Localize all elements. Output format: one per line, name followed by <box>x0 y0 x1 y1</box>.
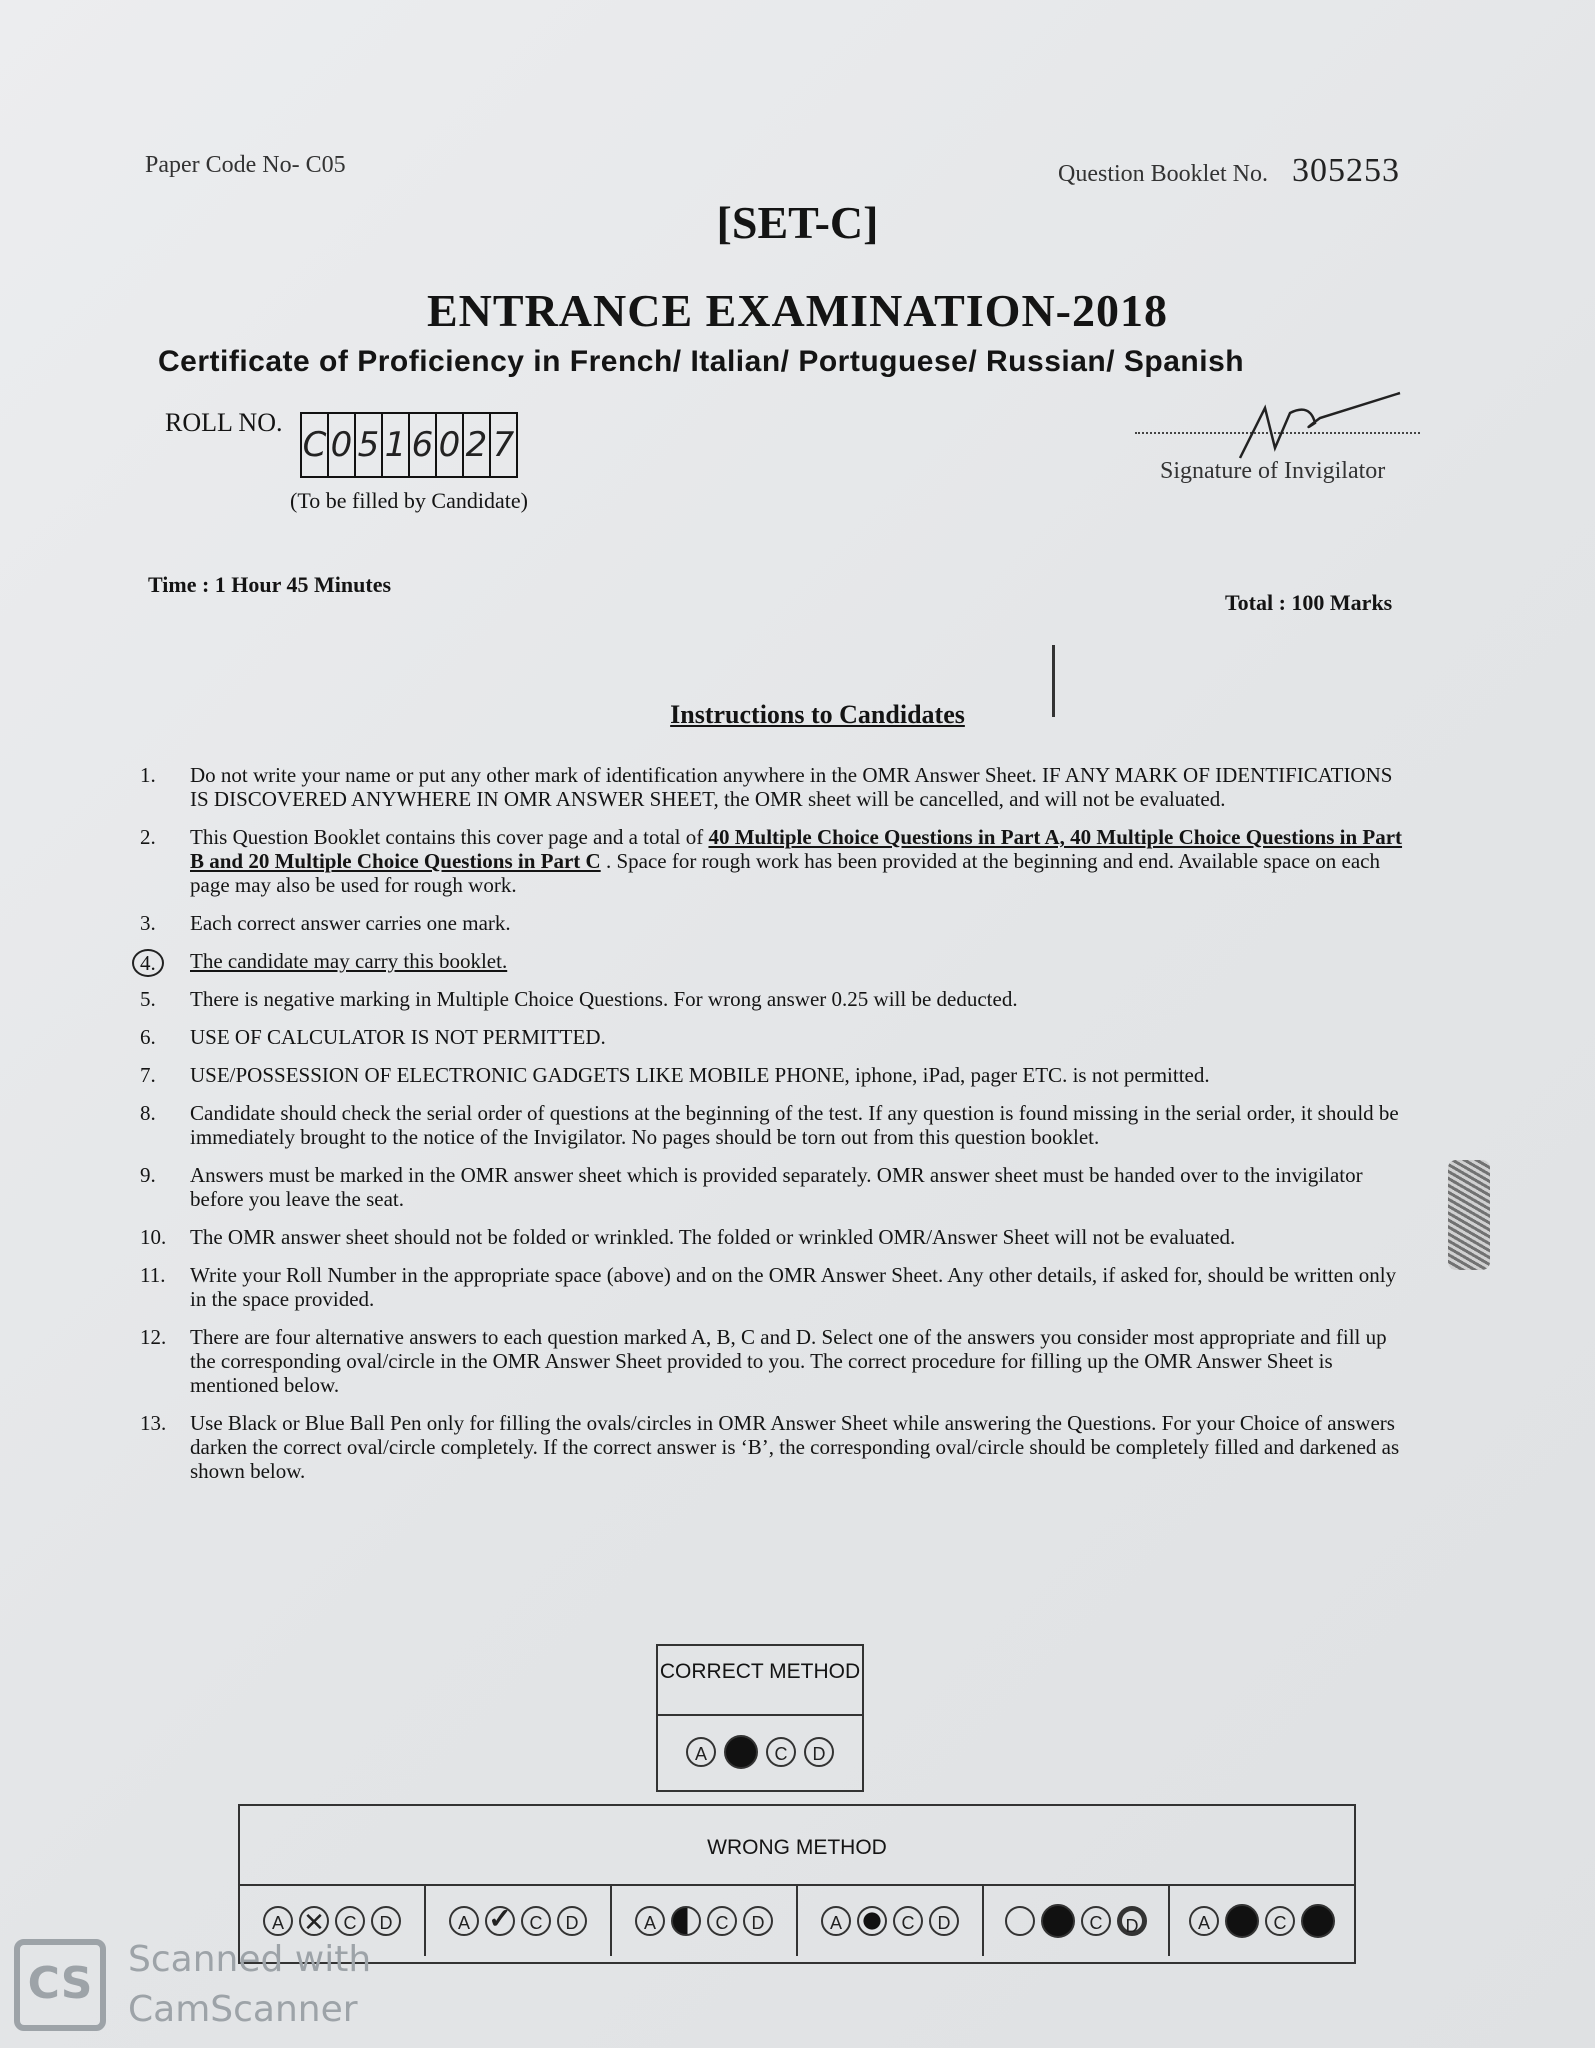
bubble-c: C <box>1265 1906 1295 1936</box>
set-label: [SET-C] <box>716 197 879 248</box>
booklet-number: 305253 <box>1292 152 1400 189</box>
circled-number: 4. <box>132 949 164 977</box>
watermark-line-2: CamScanner <box>128 1989 358 2030</box>
certificate-title: Certificate of Proficiency in French/ Italian/ Portuguese/ Russian/ Spanish <box>158 345 1245 378</box>
instruction-item: 2. This Question Booklet contains this cover page and a total of 40 Multiple Choice Questions in Part A, 40 Multiple Choice Questions in Part B and 20 Multiple Choice Questions in Part C . Space for rough work has been provided at the beginning and end. Available space on each page may also be used for rough work. <box>140 825 1403 897</box>
signature-label: Signature of Invigilator <box>1160 458 1386 484</box>
instruction-item: 13. Use Black or Blue Ball Pen only for filling the ovals/circles in OMR Answer Sheet while answering the Questions. For your Choice of answers darken the correct oval/circle completely. If the correct answer is ‘B’, the corresponding oval/circle should be completely filled and darkened as shown below. <box>140 1411 1400 1483</box>
bubble-a: A <box>821 1906 851 1936</box>
bubble-d-filled <box>1301 1904 1335 1938</box>
bubble-d: D <box>371 1906 401 1936</box>
wrong-example-dot <box>798 1886 984 1956</box>
roll-digit: 7 <box>492 425 515 465</box>
watermark-text <box>128 1935 371 2035</box>
wrong-example-half <box>612 1886 798 1956</box>
bubble-b-crossed <box>299 1906 329 1936</box>
bubble-b-filled <box>724 1735 758 1769</box>
instruction-item: 1. Do not write your name or put any other mark of identification anywhere in the OMR Answer Sheet. IF ANY MARK OF IDENTIFICATIONS IS DISCOVERED ANYWHERE IN OMR ANSWER SHEET, the OMR sheet will be cancelled, and will not be evaluated. <box>140 763 1393 811</box>
bubble-a: A <box>263 1906 293 1936</box>
instruction-item: 9. Answers must be marked in the OMR answer sheet which is provided separately. OMR answer sheet must be handed over to the invigilator before you leave the seat. <box>140 1163 1363 1211</box>
instructions-title: Instructions to Candidates <box>670 700 965 729</box>
wrong-example-tick <box>426 1886 612 1956</box>
roll-number-label: ROLL NO. <box>165 408 283 437</box>
bubble-b-filled <box>1041 1904 1075 1938</box>
instructions-list <box>140 763 1410 1497</box>
thumb-smudge <box>1448 1160 1490 1270</box>
exam-time: Time : 1 Hour 45 Minutes <box>148 572 392 597</box>
bubble-c: C <box>766 1737 796 1767</box>
booklet-number-field <box>1058 152 1400 190</box>
bubble-b-ticked <box>485 1906 515 1936</box>
roll-digit: 6 <box>410 414 437 476</box>
bubble-c: C <box>335 1906 365 1936</box>
roll-digit: 5 <box>356 414 383 476</box>
bubble-a-empty <box>1005 1906 1035 1936</box>
roll-digit: C <box>302 414 329 476</box>
correct-method-label: CORRECT METHOD <box>658 1646 862 1716</box>
instruction-item: 12. There are four alternative answers to each question marked A, B, C and D. Select one of the answers you consider most appropriate and fill up the corresponding oval/circle in the OMR Answer Sheet provided to you. The correct procedure for filling up the OMR Answer Sheet is mentioned below. <box>140 1325 1387 1397</box>
paper-code: Paper Code No- C05 <box>145 152 346 178</box>
instruction-item: 6. USE OF CALCULATOR IS NOT PERMITTED. <box>140 1025 606 1049</box>
instruction-item: 11. Write your Roll Number in the appropriate space (above) and on the OMR Answer Sheet. Any other details, if asked for, should be written only in the space provided. <box>140 1263 1397 1311</box>
bubble-d: D <box>804 1737 834 1767</box>
instruction-item: 3. Each correct answer carries one mark. <box>140 911 511 935</box>
bubble-d: D <box>929 1906 959 1936</box>
camscanner-watermark <box>14 1935 371 2035</box>
instruction-item: 8. Candidate should check the serial order of questions at the beginning of the test. If any question is found missing in the serial order, it should be immediately brought to the notice of the Invigilator. No pages should be torn out from this question booklet. <box>140 1101 1399 1149</box>
roll-number-boxes[interactable] <box>300 412 518 478</box>
roll-digit: 2 <box>464 414 491 476</box>
instruction-item: 5. There is negative marking in Multiple Choice Questions. For wrong answer 0.25 will be deducted. <box>140 987 1018 1011</box>
camscanner-logo: CS <box>14 1939 106 2031</box>
bubble-c: C <box>893 1906 923 1936</box>
correct-method-bubbles <box>658 1716 862 1788</box>
bubble-a: A <box>635 1906 665 1936</box>
bubble-a: A <box>449 1906 479 1936</box>
bubble-c: C <box>707 1906 737 1936</box>
roll-digit: 0 <box>437 414 464 476</box>
wrong-method-label: WRONG METHOD <box>707 1836 887 1859</box>
bubble-d: D <box>743 1906 773 1936</box>
exam-title: ENTRANCE EXAMINATION-2018 <box>426 285 1168 336</box>
correct-method-box <box>656 1644 864 1792</box>
wrong-example-double <box>1170 1886 1354 1956</box>
bubble-b-half-filled <box>671 1906 701 1936</box>
bubble-b-filled <box>1225 1904 1259 1938</box>
instruction-item: 4. The candidate may carry this booklet. <box>140 949 1410 973</box>
roll-digit: 1 <box>383 414 410 476</box>
instruction-item: 10. The OMR answer sheet should not be folded or wrinkled. The folded or wrinkled OMR/Answer Sheet will not be evaluated. <box>140 1225 1236 1249</box>
wrong-method-box <box>238 1804 1356 1964</box>
bubble-b-dotted <box>857 1906 887 1936</box>
instruction-item: 7. USE/POSSESSION OF ELECTRONIC GADGETS LIKE MOBILE PHONE, iphone, iPad, pager ETC. is not permitted. <box>140 1063 1210 1087</box>
wrong-example-multiple <box>984 1886 1170 1956</box>
bubble-d: D <box>557 1906 587 1936</box>
bubble-c: C <box>521 1906 551 1936</box>
wrong-method-examples <box>240 1884 1354 1956</box>
bubble-a: A <box>1189 1906 1219 1936</box>
watermark-line-1: Scanned with <box>128 1939 372 1980</box>
signature-scribble <box>1220 388 1410 468</box>
total-marks: Total : 100 Marks <box>1225 590 1393 615</box>
bubble-a: A <box>686 1737 716 1767</box>
roll-digit: 0 <box>329 414 356 476</box>
bubble-c: C <box>1081 1906 1111 1936</box>
booklet-label: Question Booklet No. <box>1058 161 1268 187</box>
bubble-d-thick: D <box>1117 1906 1147 1936</box>
roll-number-note: (To be filled by Candidate) <box>290 488 528 513</box>
